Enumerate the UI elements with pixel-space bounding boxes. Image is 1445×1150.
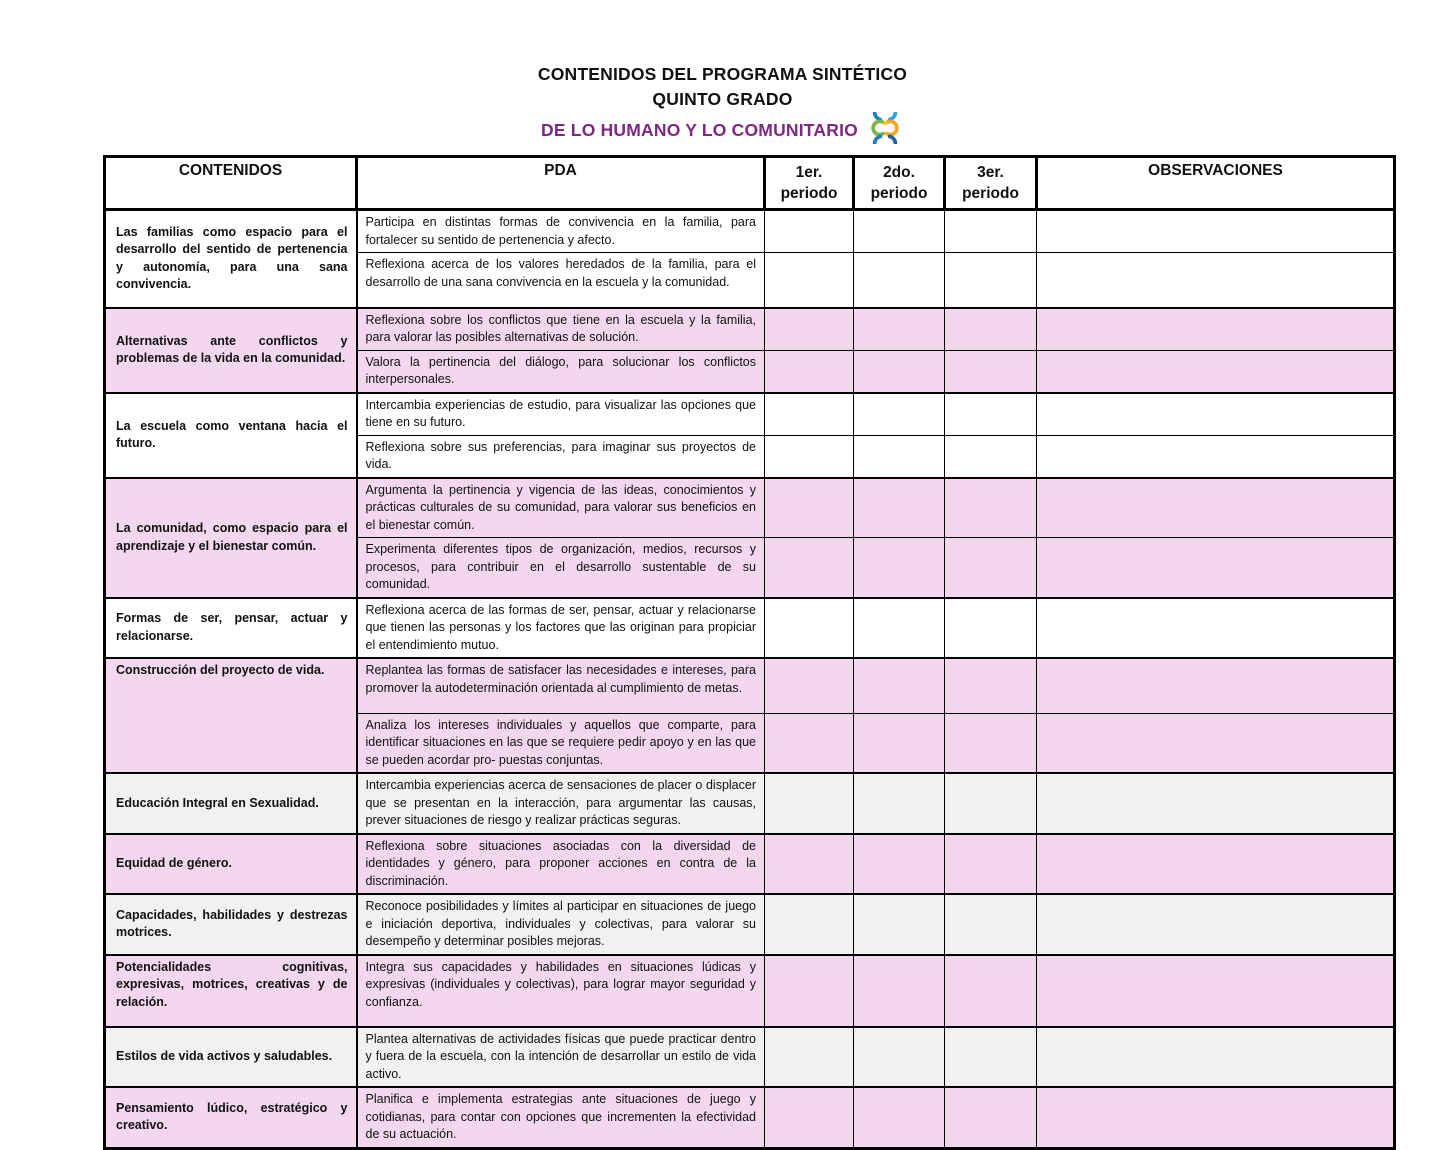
periodo2-cell: [854, 834, 945, 895]
contenido-cell: Alternativas ante conflictos y problemas de la vida en la comunidad.: [105, 308, 357, 393]
contenido-cell: Capacidades, habilidades y destrezas motrices.: [105, 894, 357, 955]
periodo3-cell: [945, 253, 1037, 308]
header-periodo-1: 1er. periodo: [765, 157, 854, 210]
periodo2-cell: [854, 350, 945, 393]
periodo1-cell: [765, 1027, 854, 1088]
table-row: [105, 834, 1395, 895]
header-pda: PDA: [357, 157, 765, 210]
observaciones-cell: [1037, 1027, 1395, 1088]
periodo1-cell: [765, 955, 854, 1027]
observaciones-cell: [1037, 1087, 1395, 1148]
header-periodo-2: 2do. periodo: [854, 157, 945, 210]
table-row: [105, 955, 1395, 1027]
periodo1-cell: [765, 773, 854, 834]
pda-cell: Reconoce posibilidades y límites al participar en situaciones de juego e iniciación deportiva, individuales y colectivas, para valorar su desempeño y determinar posibles mejoras.: [357, 894, 765, 955]
periodo3-cell: [945, 393, 1037, 436]
periodo2-cell: [854, 713, 945, 773]
periodo2-cell: [854, 253, 945, 308]
observaciones-cell: [1037, 435, 1395, 478]
title-line-1: CONTENIDOS DEL PROGRAMA SINTÉTICO: [537, 64, 908, 84]
observaciones-cell: [1037, 210, 1395, 253]
periodo3-cell: [945, 210, 1037, 253]
pda-cell: Replantea las formas de satisfacer las necesidades e intereses, para promover la autodeterminación orientada al cumplimiento de metas.: [357, 658, 765, 713]
pda-cell: Plantea alternativas de actividades físicas que puede practicar dentro y fuera de la escuela, con la intención de desarrollar un estilo de vida activo.: [357, 1027, 765, 1088]
pda-cell: Experimenta diferentes tipos de organización, medios, recursos y procesos, para contribuir en el desarrollo sustentable de su comunidad.: [357, 538, 765, 598]
observaciones-cell: [1037, 393, 1395, 436]
periodo1-cell: [765, 253, 854, 308]
periodo1-cell: [765, 598, 854, 659]
pda-cell: Reflexiona sobre sus preferencias, para imaginar sus proyectos de vida.: [357, 435, 765, 478]
curriculum-table: [103, 155, 1396, 1150]
pda-cell: Intercambia experiencias de estudio, para visualizar las opciones que tiene en su futuro.: [357, 393, 765, 436]
pda-cell: Reflexiona sobre situaciones asociadas con la diversidad de identidades y género, para proponer acciones en contra de la discriminación.: [357, 834, 765, 895]
table-row: [105, 598, 1395, 659]
document-title: [0, 0, 1445, 151]
periodo3-cell: [945, 308, 1037, 351]
periodo2-cell: [854, 538, 945, 598]
pda-cell: Reflexiona acerca de las formas de ser, pensar, actuar y relacionarse que tienen las personas y los factores que las originan para propiciar el entendimiento mutuo.: [357, 598, 765, 659]
header-observaciones: OBSERVACIONES: [1037, 157, 1395, 210]
table-row: [105, 478, 1395, 538]
table-row: [105, 773, 1395, 834]
observaciones-cell: [1037, 538, 1395, 598]
pda-cell: Reflexiona sobre los conflictos que tiene en la escuela y la familia, para valorar las posibles alternativas de solución.: [357, 308, 765, 351]
pda-cell: Analiza los intereses individuales y aquellos que comparte, para identificar situaciones en las que se requiere pedir apoyo y en las que se pueden acordar pro- puestas conjuntas.: [357, 713, 765, 773]
contenido-cell: Pensamiento lúdico, estratégico y creativo.: [105, 1087, 357, 1148]
periodo2-cell: [854, 478, 945, 538]
observaciones-cell: [1037, 478, 1395, 538]
table-row: [105, 308, 1395, 351]
periodo3-cell: [945, 955, 1037, 1027]
pda-cell: Planifica e implementa estrategias ante situaciones de juego y cotidianas, para contar con opciones que incrementen la efectividad de su actuación.: [357, 1087, 765, 1148]
periodo3-cell: [945, 834, 1037, 895]
periodo3-cell: [945, 350, 1037, 393]
table-row: [105, 894, 1395, 955]
periodo2-cell: [854, 210, 945, 253]
periodo2-cell: [854, 658, 945, 713]
observaciones-cell: [1037, 350, 1395, 393]
table-row: [105, 393, 1395, 436]
header-periodo-3: 3er. periodo: [945, 157, 1037, 210]
periodo3-cell: [945, 713, 1037, 773]
title-line-2: QUINTO GRADO: [652, 89, 793, 109]
contenido-cell: Educación Integral en Sexualidad.: [105, 773, 357, 834]
contenido-cell: Las familias como espacio para el desarrollo del sentido de pertenencia y autonomía, para una sana convivencia.: [105, 210, 357, 308]
title-line-3: DE LO HUMANO Y LO COMUNITARIO: [541, 120, 858, 140]
periodo3-cell: [945, 435, 1037, 478]
periodo3-cell: [945, 773, 1037, 834]
periodo3-cell: [945, 1087, 1037, 1148]
periodo2-cell: [854, 894, 945, 955]
periodo2-cell: [854, 598, 945, 659]
observaciones-cell: [1037, 894, 1395, 955]
observaciones-cell: [1037, 834, 1395, 895]
periodo3-cell: [945, 658, 1037, 713]
observaciones-cell: [1037, 658, 1395, 713]
periodo1-cell: [765, 478, 854, 538]
periodo3-cell: [945, 538, 1037, 598]
periodo3-cell: [945, 478, 1037, 538]
header-row: [105, 157, 1395, 210]
table-row: [105, 1087, 1395, 1148]
periodo1-cell: [765, 834, 854, 895]
header-contenidos: CONTENIDOS: [105, 157, 357, 210]
table-row: [105, 658, 1395, 713]
observaciones-cell: [1037, 713, 1395, 773]
periodo3-cell: [945, 894, 1037, 955]
periodo1-cell: [765, 1087, 854, 1148]
program-logo-icon: [866, 112, 904, 151]
periodo2-cell: [854, 308, 945, 351]
contenido-cell: La escuela como ventana hacia el futuro.: [105, 393, 357, 478]
table-row: [105, 210, 1395, 253]
periodo1-cell: [765, 435, 854, 478]
contenido-cell: Equidad de género.: [105, 834, 357, 895]
observaciones-cell: [1037, 598, 1395, 659]
periodo2-cell: [854, 1087, 945, 1148]
contenido-cell: Potencialidades cognitivas, expresivas, motrices, creativas y de relación.: [105, 955, 357, 1027]
periodo1-cell: [765, 538, 854, 598]
periodo1-cell: [765, 713, 854, 773]
periodo2-cell: [854, 435, 945, 478]
periodo1-cell: [765, 210, 854, 253]
periodo1-cell: [765, 308, 854, 351]
pda-cell: Integra sus capacidades y habilidades en situaciones lúdicas y expresivas (individuales y colectivas), para lograr mayor seguridad y confianza.: [357, 955, 765, 1027]
periodo1-cell: [765, 393, 854, 436]
observaciones-cell: [1037, 773, 1395, 834]
periodo3-cell: [945, 1027, 1037, 1088]
observaciones-cell: [1037, 253, 1395, 308]
periodo1-cell: [765, 350, 854, 393]
periodo1-cell: [765, 894, 854, 955]
pda-cell: Argumenta la pertinencia y vigencia de las ideas, conocimientos y prácticas culturales de su comunidad, para valorar sus beneficios en el bienestar común.: [357, 478, 765, 538]
contenido-cell: La comunidad, como espacio para el aprendizaje y el bienestar común.: [105, 478, 357, 598]
periodo2-cell: [854, 1027, 945, 1088]
contenido-cell: Construcción del proyecto de vida.: [105, 658, 357, 773]
periodo3-cell: [945, 598, 1037, 659]
observaciones-cell: [1037, 308, 1395, 351]
periodo2-cell: [854, 393, 945, 436]
table-row: [105, 1027, 1395, 1088]
pda-cell: Reflexiona acerca de los valores heredados de la familia, para el desarrollo de una sana convivencia en la escuela y la comunidad.: [357, 253, 765, 308]
contenido-cell: Estilos de vida activos y saludables.: [105, 1027, 357, 1088]
periodo2-cell: [854, 955, 945, 1027]
periodo1-cell: [765, 658, 854, 713]
pda-cell: Participa en distintas formas de convivencia en la familia, para fortalecer su sentido de pertenencia y afecto.: [357, 210, 765, 253]
periodo2-cell: [854, 773, 945, 834]
pda-cell: Valora la pertinencia del diálogo, para solucionar los conflictos interpersonales.: [357, 350, 765, 393]
pda-cell: Intercambia experiencias acerca de sensaciones de placer o displacer que se presentan en la interacción, para argumentar las causas, prever situaciones de riesgo y realizar prácticas seguras.: [357, 773, 765, 834]
observaciones-cell: [1037, 955, 1395, 1027]
contenido-cell: Formas de ser, pensar, actuar y relacionarse.: [105, 598, 357, 659]
